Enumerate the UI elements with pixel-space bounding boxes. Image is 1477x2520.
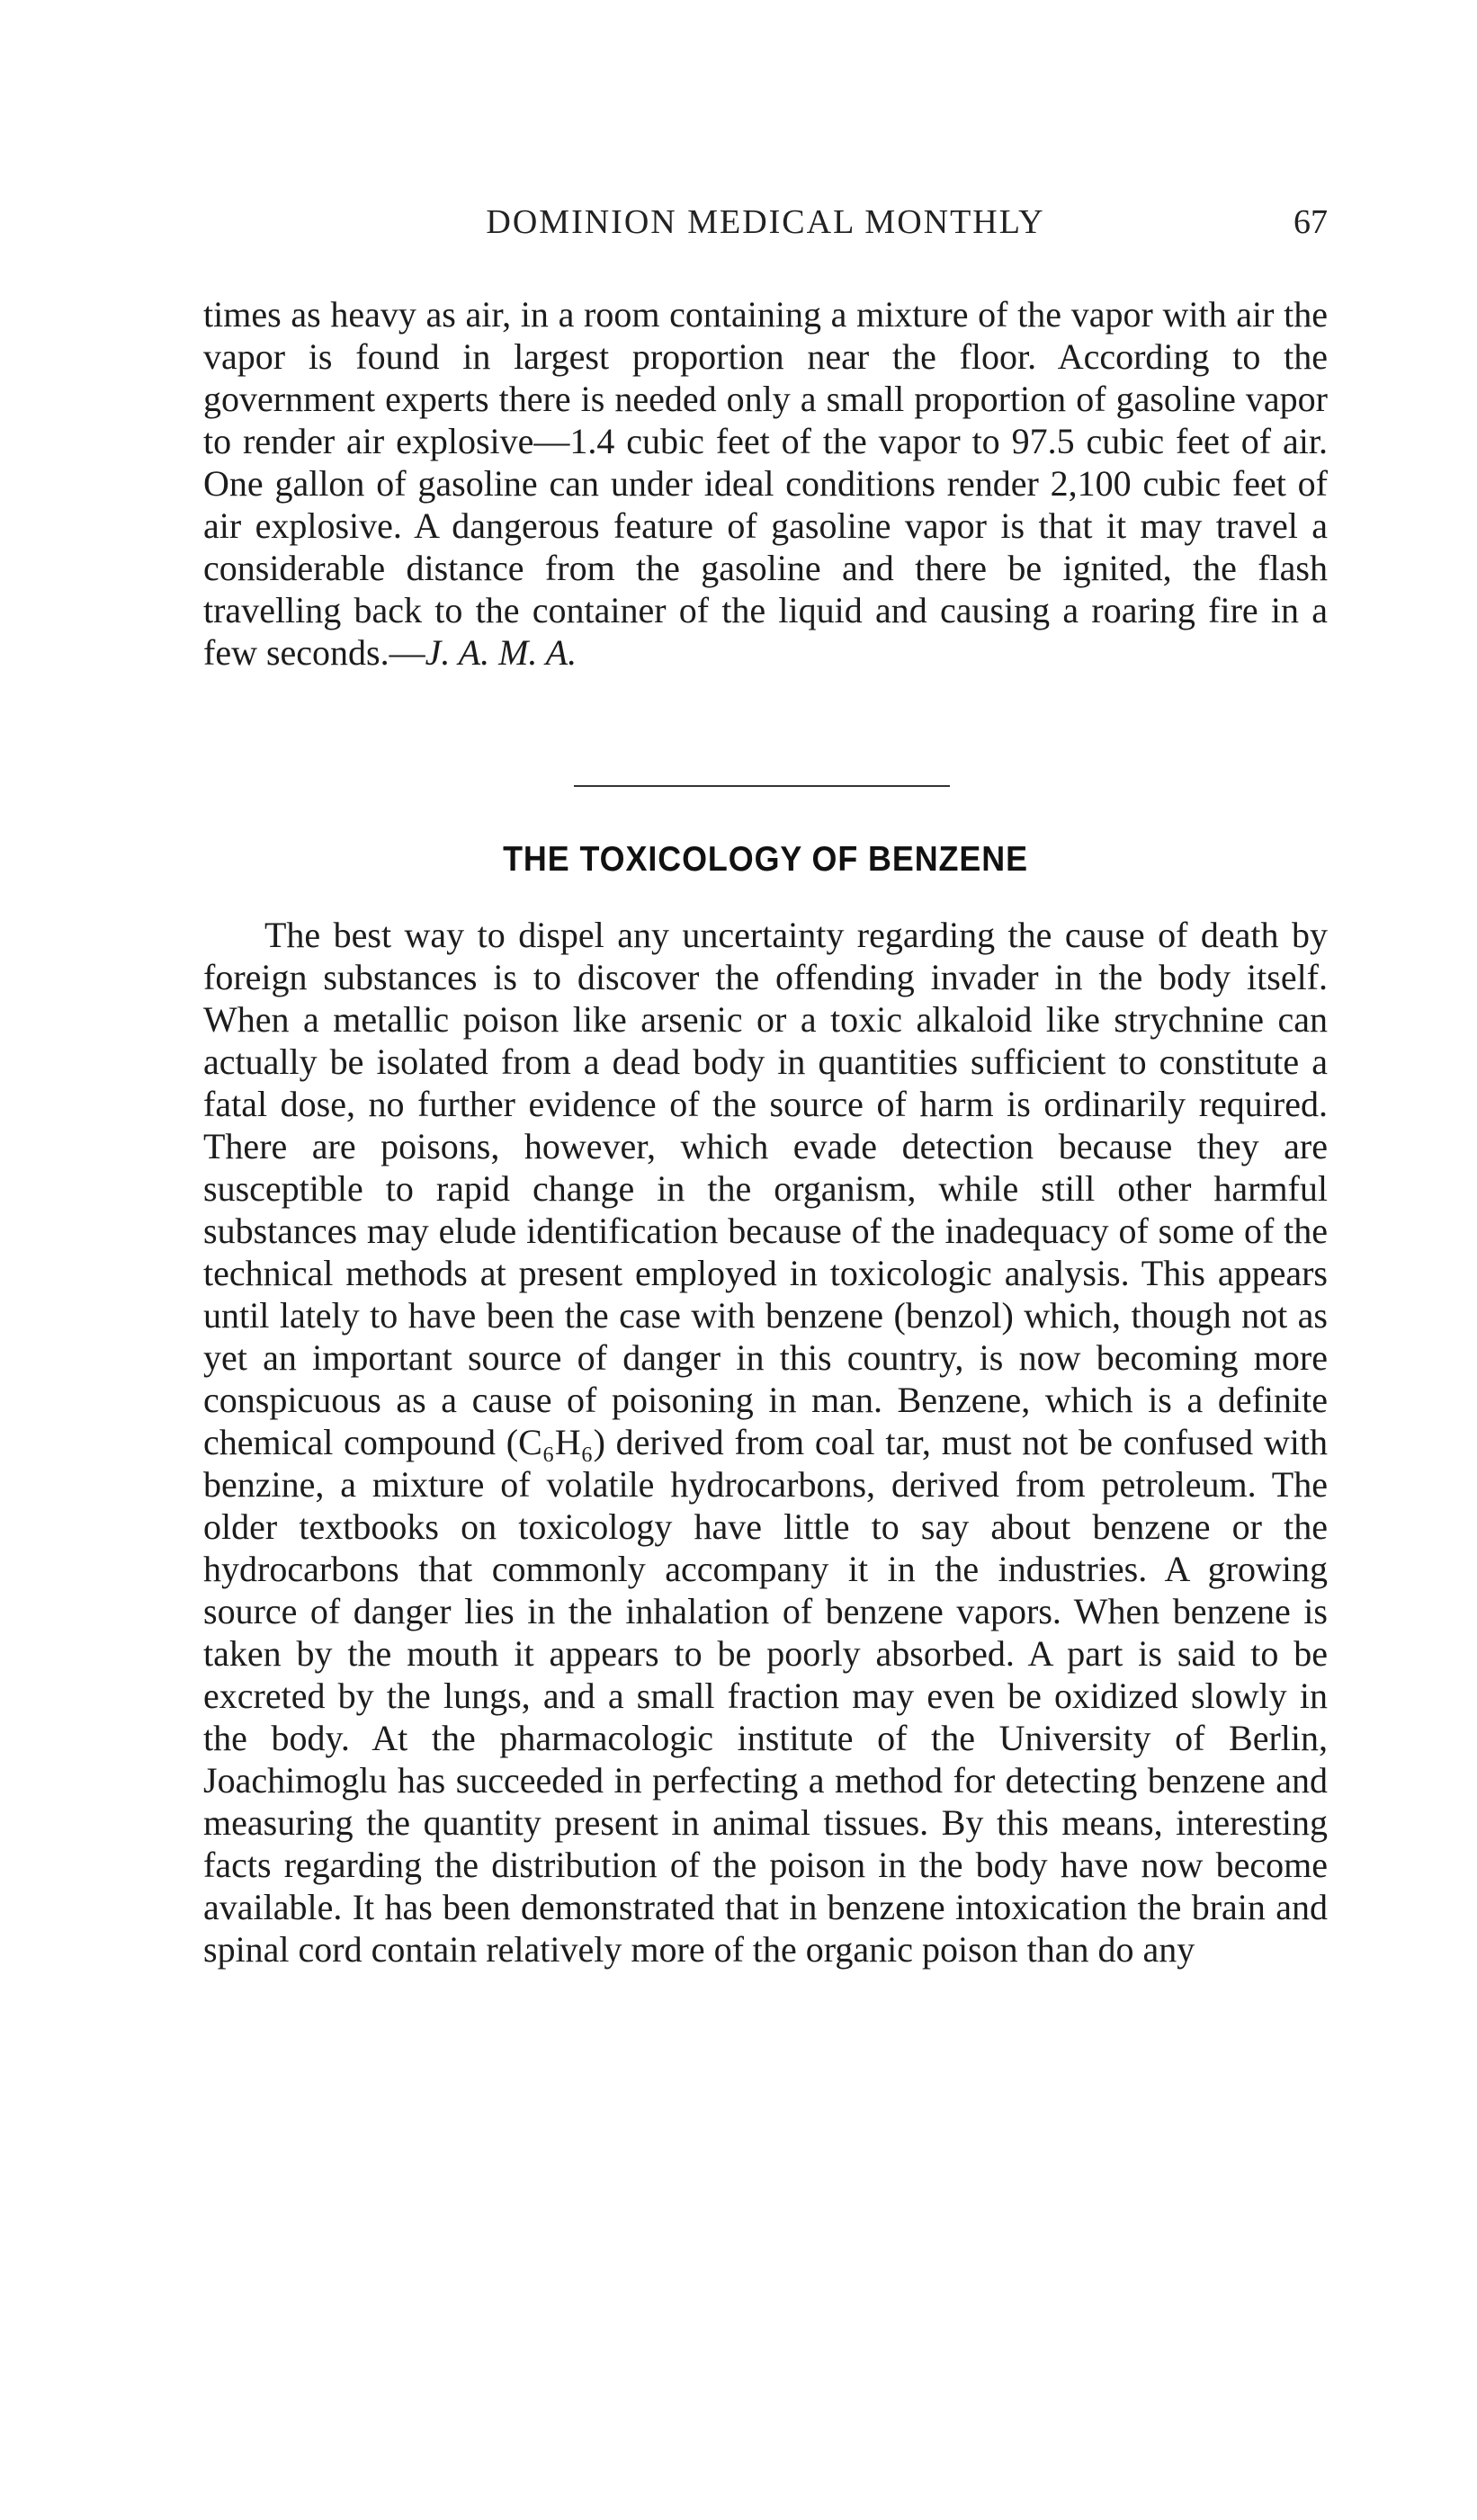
page-number: 67	[1293, 203, 1328, 241]
section-divider	[574, 785, 950, 787]
page-header	[203, 200, 1328, 254]
article-title: THE TOXICOLOGY OF BENZENE	[503, 840, 1028, 879]
journal-citation: J. A. M. A.	[425, 632, 577, 673]
continued-paragraph	[203, 293, 1328, 674]
continued-paragraph-text: times as heavy as air, in a room containing a mixture of the vapor with air the vapor is found in largest proportion near the floor. According to the government experts there is needed only a small proportion of gasoline vapor to render air explosive—1.4 cubic feet of the vapor to 97.5 cubic feet of air. One gallon of gasoline can under ideal conditions render 2,100 cubic feet of air explosive. A dangerous feature of gasoline vapor is that it may travel a considerable distance from the gasoline and there be ignited, the flash travelling back to the container of the liquid and causing a roaring fire in a few seconds.—	[203, 294, 1328, 673]
running-head: DOMINION MEDICAL MONTHLY	[486, 203, 1045, 241]
article-paragraph: The best way to dispel any uncertainty regarding the cause of death by foreign substances is to discover the offending invader in the body itself. When a metallic poison like arsenic or a toxic alkaloid like strychnine can actually be isolated from a dead body in quantities sufficient to constitute a fatal dose, no further evidence of the source of harm is ordinarily required. There are poisons, however, which evade detection because they are susceptible to rapid change in the organism, while still other harmful substances may elude identification because of the inadequacy of some of the technical methods at present employed in toxicologic analysis. This appears until lately to have been the case with benzene (benzol) which, though not as yet an important source of danger in this country, is now becoming more conspicuous as a cause of poisoning in man. Benzene, which is a definite chemical compound (C₆H₆) derived from coal tar, must not be confused with benzine, a mixture of volatile hydrocarbons, derived from petroleum. The older textbooks on toxicology have little to say about benzene or the hydrocarbons that commonly accompany it in the industries. A growing source of danger lies in the inhalation of benzene vapors. When benzene is taken by the mouth it appears to be poorly absorbed. A part is said to be excreted by the lungs, and a small fraction may even be oxidized slowly in the body. At the pharmacologic institute of the University of Berlin, Joachimoglu has succeeded in perfecting a method for detecting benzene and measuring the quantity present in animal tissues. By this means, interesting facts regarding the distribution of the poison in the body have now become available. It has been demonstrated that in benzene intoxication the brain and spinal cord contain relatively more of the organic poison than do any	[203, 915, 1328, 1970]
